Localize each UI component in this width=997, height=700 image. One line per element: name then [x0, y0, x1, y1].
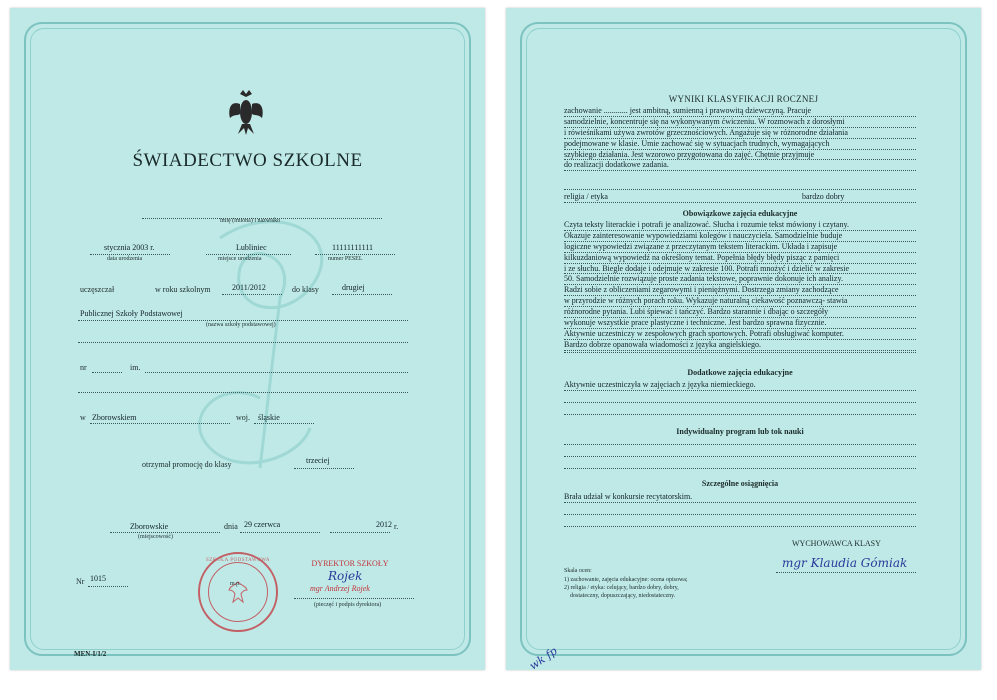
achievements-text: Brała udział w konkursie recytatorskim. [564, 492, 693, 501]
issue-year: 2012 [376, 520, 392, 529]
issue-date: 29 czerwca [244, 520, 281, 529]
text-line: Bardzo dobrze opanowała wiadomości z języka angielskiego. [564, 340, 916, 351]
director-signature: Rojek [328, 569, 363, 583]
text-line: szybkiego działania. Jest wzorowo przygotowana do zajęć. Chętnie przyjmuje [564, 150, 916, 161]
doc-number: 1015 [90, 574, 106, 583]
text-line: i ze słuchu. Biegle dodaje i odejmuje w zakresie 100. Potrafi mnożyć i dzielić w zakresie [564, 264, 916, 275]
text-line: Okazuje zainteresowanie wypowiedziami kolegów i nauczyciela. Samodzielnie buduje [564, 231, 916, 242]
director-name: mgr Andrzej Rojek [310, 584, 370, 593]
birth-place: Lubliniec [236, 243, 267, 252]
stamp-text: SZKOŁA PODSTAWOWA [206, 558, 270, 563]
additional-text: Aktywnie uczestniczyła w zajęciach z języka niemieckiego. [564, 380, 756, 389]
document-title: ŚWIADECTWO SZKOLNE [132, 150, 363, 171]
voivodeship: śląskie [258, 413, 280, 422]
behaviour-assessment [564, 106, 916, 171]
individual-header: Indywidualny program lub tok nauki [676, 427, 804, 436]
results-header: WYNIKI KLASYFIKACJI ROCZNEJ [668, 94, 819, 104]
text-line: samodzielnie, koncentruje się na wykonywanym ćwiczeniu. W rozmowach z dorosłymi [564, 117, 916, 128]
pesel-caption: numer PESEL [328, 256, 363, 262]
scale-label: Skala ocen: [564, 568, 592, 574]
teacher-signature: mgr Klaudia Gómiak [782, 556, 908, 570]
director-caption: (pieczęć i podpis dyrektora) [314, 602, 382, 608]
attended-prefix: uczęszczał [80, 285, 115, 294]
school-name: Publicznej Szkoły Podstawowej [80, 309, 183, 318]
text-line: Aktywnie uczestniczy w zespołowych grach sportowych. Potrafi obsługiwać komputer. [564, 329, 916, 340]
text-line: kilkuzdaniową wypowiedź na określony temat. Popełnia błędy błędy pisząc z pamięci [564, 253, 916, 264]
text-line: do realizacji dodatkowe zadania. [564, 160, 916, 171]
corner-initials: wk fp [527, 644, 560, 673]
attended-suffix: w roku szkolnym [155, 285, 211, 294]
religion-label: religia / etyka [564, 192, 608, 201]
text-line: zachowanie ............ jest ambitną, sumienną i prawowitą dziewczyną. Pracuje [564, 106, 916, 117]
in-place: Zborowskiem [92, 413, 137, 422]
name-caption: imię (imiona) i nazwisko [220, 218, 281, 224]
school-year: 2011/2012 [232, 283, 266, 292]
in-label: im. [130, 363, 141, 372]
teacher-title: WYCHOWAWCA KLASY [792, 539, 881, 548]
text-line: wykonuje wszystkie prace plastyczne i techniczne. Jest bardzo sprawna fizycznie. [564, 318, 916, 329]
mandatory-assessment [564, 220, 916, 351]
additional-header: Dodatkowe zajęcia edukacyjne [687, 368, 793, 377]
text-line: logiczne wypowiedzi związane z przeczytanym tekstem literackim. Układa i zapisuje [564, 242, 916, 253]
stamp-place-label: m.p. [230, 581, 241, 587]
voivodeship-label: woj. [236, 413, 250, 422]
achievements-header: Szczególne osiągnięcia [701, 479, 779, 488]
pesel-number: 11111111111 [332, 243, 374, 252]
religion-grade: bardzo dobry [802, 192, 845, 201]
text-line: różnorodne pytania. Lubi śpiewać i tańczyć. Bardzo starannie i dbając o szczegóły [564, 307, 916, 318]
year-suffix: r. [394, 522, 399, 531]
form-code: MEN-I/1/2 [74, 650, 107, 658]
in-place-prefix: w [80, 413, 86, 422]
class-attended: drugiej [342, 283, 365, 292]
doc-number-label: Nr [76, 577, 85, 586]
text-line: Radzi sobie z obliczeniami zegarowymi i pieniężnymi. Dostrzega zmiany zachodzące [564, 285, 916, 296]
text-line: Czyta teksty literackie i potrafi je analizować. Słucha i rozumie tekst mówiony i czytany. [564, 220, 916, 231]
scale-line: dostateczny, dopuszczający, niedostateczny. [564, 593, 676, 599]
director-title: DYREKTOR SZKOŁY [311, 559, 389, 568]
issue-place: Zborowskie [130, 522, 169, 531]
scale-line: 2) religia / etyka: celujący, bardzo dobry, dobry, [564, 585, 679, 591]
certificate-front-page [10, 8, 485, 670]
scale-line: 1) zachowanie, zajęcia edukacyjne: ocena opisowa; [564, 577, 688, 583]
text-line: i rówieśnikami używa zwrotów grzecznościowych. Angażuje się w różnorodne działania [564, 128, 916, 139]
to-class-label: do klasy [292, 285, 319, 294]
issue-place-caption: (miejscowość) [138, 534, 173, 540]
birth-date: stycznia 2003 r. [104, 243, 155, 252]
birth-place-caption: miejsce urodzenia [218, 256, 262, 262]
certificate-back-page [506, 8, 981, 673]
school-name-caption: (nazwa szkoły podstawowej) [206, 322, 276, 328]
birth-date-caption: data urodzenia [107, 256, 143, 262]
school-stamp [198, 552, 278, 632]
text-line: w przyrodzie w różnych porach roku. Wykazuje naturalną ciekawość poznawczą- stawia [564, 296, 916, 307]
nr-label: nr [80, 363, 87, 372]
eagle-emblem-icon [226, 88, 266, 136]
text-line: 50. Samodzielnie rozwiązuje proste zadania tekstowe, poprawnie dokonuje ich analizy. [564, 274, 916, 285]
mandatory-header: Obowiązkowe zajęcia edukacyjne [682, 209, 798, 218]
promotion-text: otrzymał promocję do klasy [142, 460, 232, 469]
promotion-class: trzeciej [306, 456, 330, 465]
date-label: dnia [224, 522, 238, 531]
text-line: podejmowane w klasie. Umie zachować się w sytuacjach trudnych, wymagających [564, 139, 916, 150]
